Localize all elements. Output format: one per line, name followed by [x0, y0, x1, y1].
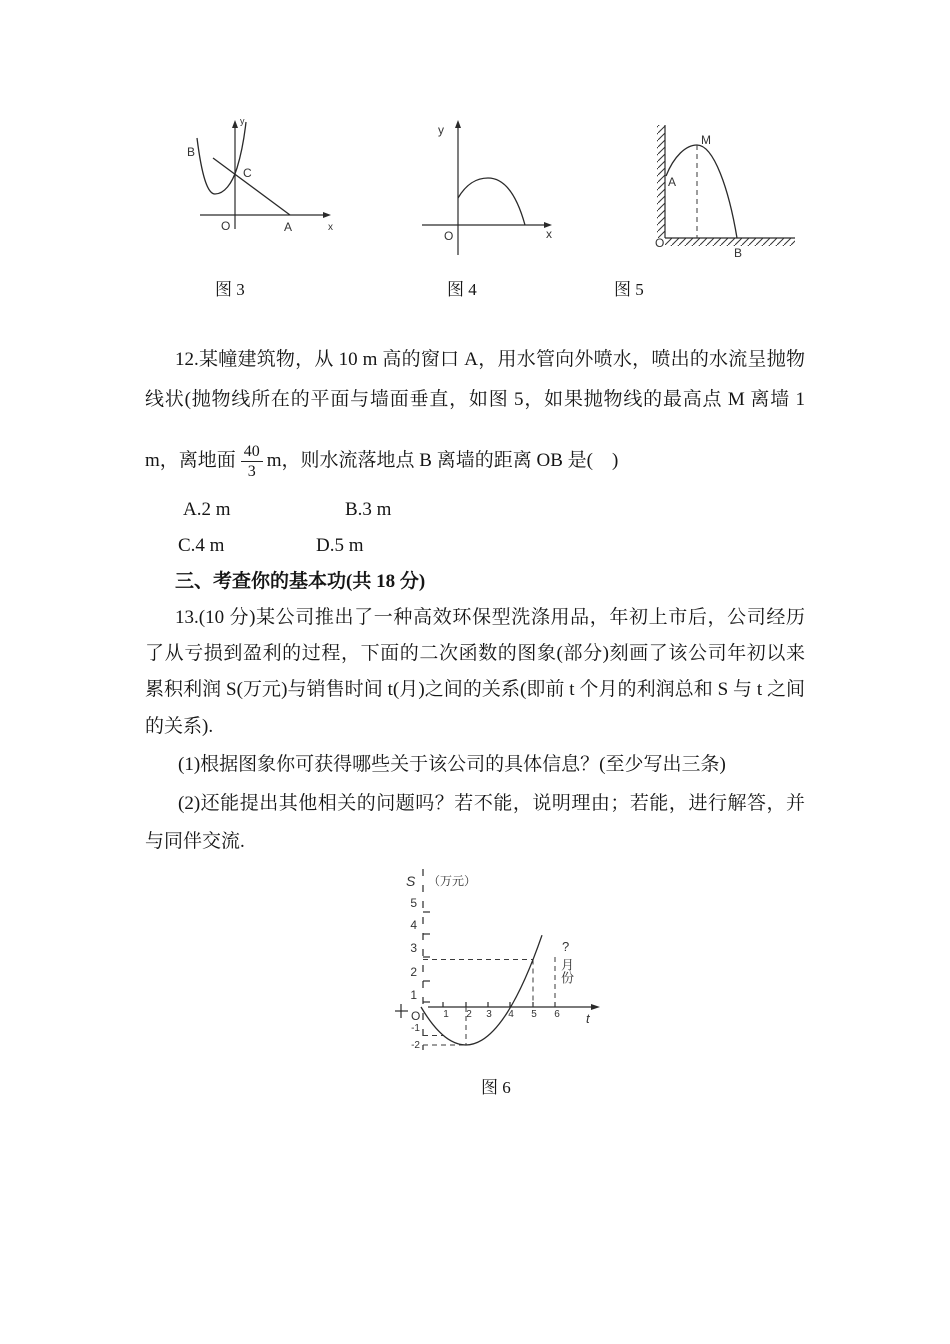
x-tick-label-1: 1: [443, 1009, 449, 1020]
label-a: A: [668, 175, 677, 189]
label-y: y: [438, 123, 444, 137]
figure-4-diagram: [415, 112, 560, 260]
q12-line-3: [145, 438, 618, 484]
figure-5-diagram: [650, 118, 802, 260]
option-c: C.4 m: [178, 535, 225, 556]
x-axis-arrow: [323, 212, 331, 218]
x-tick-label-2: 2: [466, 1009, 472, 1020]
x-tick-label-5: 5: [531, 1009, 537, 1020]
label-b: B: [187, 145, 196, 159]
figure-4-caption: 图 4: [447, 280, 477, 299]
label-a: A: [284, 220, 293, 234]
label-b: B: [734, 246, 743, 260]
origin-label: O: [411, 1009, 421, 1023]
question-mark: ?: [562, 939, 570, 954]
y-tick-label-minus-2: -2: [411, 1040, 420, 1051]
label-o: O: [444, 229, 454, 243]
y-tick-label-minus-1: -1: [411, 1023, 420, 1034]
label-m: M: [701, 133, 711, 147]
q13-sub-question-2-line-2: 与同伴交流.: [145, 831, 245, 852]
q13-line-2: 了从亏损到盈利的过程，下面的二次函数的图象(部分)刻画了该公司年初以来: [145, 643, 805, 664]
label-o: O: [221, 219, 231, 233]
y-axis-arrow: [232, 120, 238, 128]
x-axis-arrow: [591, 1004, 600, 1010]
profit-parabola-curve: [421, 935, 542, 1045]
option-b: B.3 m: [345, 499, 392, 520]
month-note-vertical: 月份: [559, 958, 574, 984]
y-axis-arrow: [455, 120, 461, 128]
parabola-curve: [197, 122, 246, 194]
label-x: x: [546, 227, 552, 241]
q13-line-4: 的关系).: [145, 716, 214, 737]
q13-sub-question-2-line-1: (2)还能提出其他相关的问题吗？若不能，说明理由；若能，进行解答，并: [178, 793, 805, 814]
parabola-arc: [458, 178, 525, 225]
q12-line-2: 线状(抛物线所在的平面与墙面垂直，如图 5，如果抛物线的最高点 M 离墙 1: [145, 389, 805, 410]
y-axis-unit: （万元）: [428, 874, 477, 888]
option-d: D.5 m: [316, 535, 364, 556]
y-tick-label-1: 1: [410, 988, 417, 1002]
x-axis-label-t: t: [586, 1011, 590, 1026]
label-o: O: [655, 236, 665, 250]
figure-5-caption: 图 5: [614, 280, 644, 299]
fraction-40-over-3: [241, 443, 263, 480]
x-tick-label-4: 4: [508, 1009, 514, 1020]
y-axis-label-s: S: [406, 873, 416, 889]
y-tick-label-4: 4: [410, 918, 417, 932]
section-3-heading: 三、考查你的基本功(共 18 分): [175, 571, 426, 592]
fraction-denominator: 3: [247, 462, 256, 480]
q12-line-3-start: m，离地面: [145, 450, 236, 471]
figure-3-diagram: [180, 108, 340, 238]
q12-line-1: 12.某幢建筑物，从 10 m 高的窗口 A，用水管向外喷水，喷出的水流呈抛物: [175, 349, 805, 370]
q13-line-1: 13.(10 分)某公司推出了一种高效环保型洗涤用品，年初上市后，公司经历: [175, 607, 805, 628]
label-y: y: [240, 116, 245, 126]
figure-3-caption: 图 3: [215, 280, 245, 299]
water-stream-parabola: [666, 145, 737, 238]
q12-line-3-end: m，则水流落地点 B 离墙的距离 OB 是( ): [266, 450, 619, 471]
label-x: x: [328, 222, 333, 233]
label-c: C: [243, 166, 252, 180]
y-tick-label-5: 5: [410, 896, 417, 910]
q13-sub-question-1: (1)根据图象你可获得哪些关于该公司的具体信息？(至少写出三条): [178, 754, 726, 775]
y-tick-label-3: 3: [410, 941, 417, 955]
x-tick-label-3: 3: [486, 1009, 492, 1020]
wall-hatching: [657, 125, 665, 238]
fraction-numerator: 40: [241, 443, 263, 462]
figure-6-caption: 图 6: [481, 1078, 511, 1097]
ground-hatching: [665, 238, 795, 246]
x-tick-label-6: 6: [554, 1009, 560, 1020]
y-tick-label-2: 2: [410, 965, 417, 979]
q13-line-3: 累积利润 S(万元)与销售时间 t(月)之间的关系(即前 t 个月的利润总和 S 与 t 之间: [145, 679, 805, 700]
option-a: A.2 m: [183, 499, 231, 520]
